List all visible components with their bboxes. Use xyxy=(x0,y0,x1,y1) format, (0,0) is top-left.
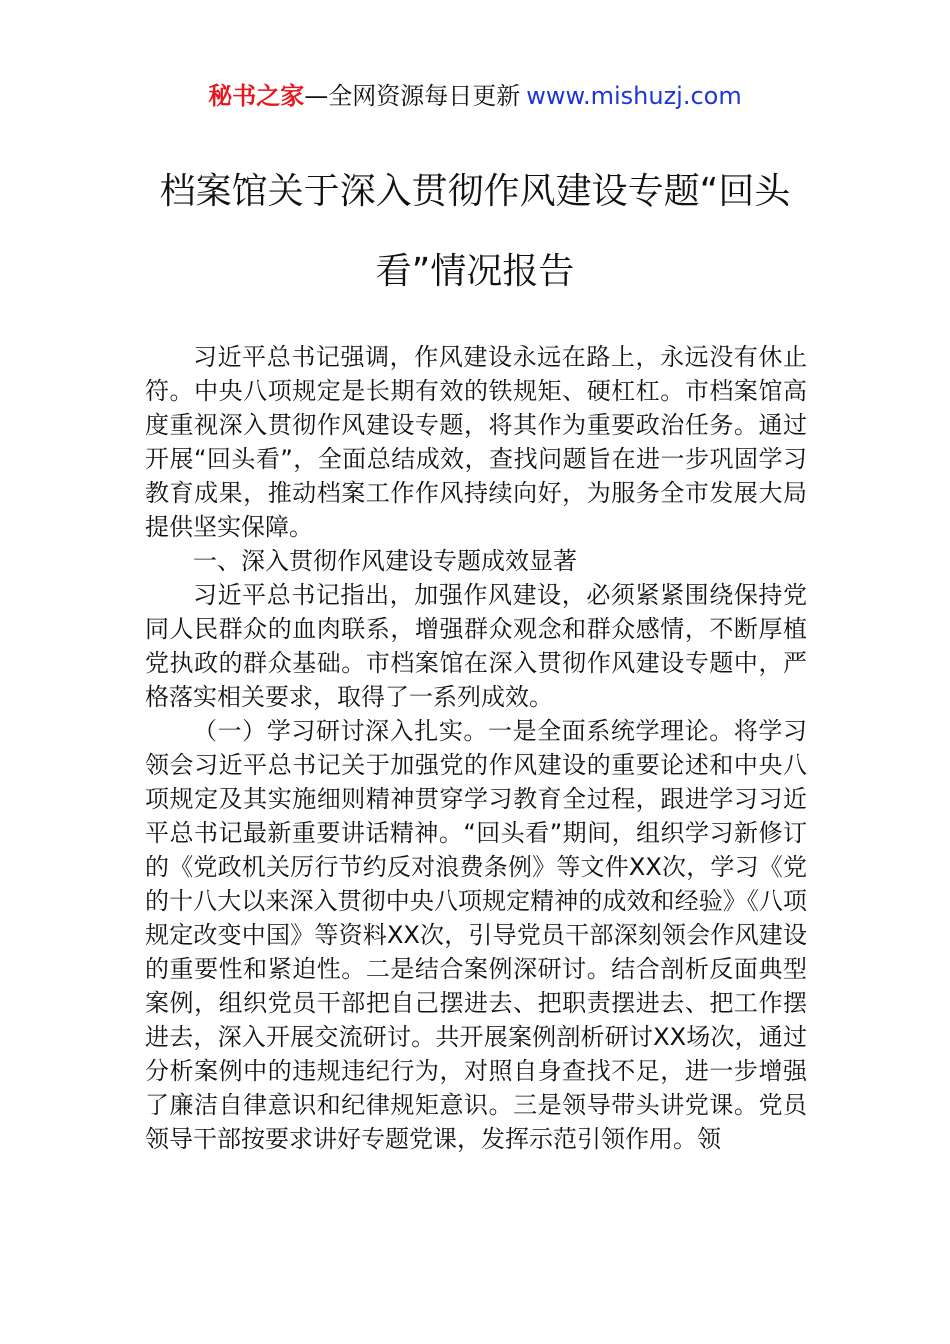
section-heading-1: 一、深入贯彻作风建设专题成效显著 xyxy=(193,547,577,575)
subsection-1-paragraph: （一）学习研讨深入扎实。一是全面系统学理论。将学习领会习近平总书记关于加强党的作风建设的重要论述和中央八项规定及其实施细则精神贯穿学习教育全过程，跟进学习习近平总书记最新重要讲话精神。“回头看”期间，组织学习新修订的《党政机关厉行节约反对浪费条例》等文件XX次，学习《党的十八大以来深入贯彻中央八项规定精神的成效和经验》《八项规定改变中国》等资料XX次，引导党员干部深刻领会作风建设的重要性和紧迫性。二是结合案例深研讨。结合剖析反面典型案例，组织党员干部把自己摆进去、把职责摆进去、把工作摆进去，深入开展交流研讨。共开展案例剖析研讨XX场次，通过分析案例中的违规违纪行为，对照自身查找不足，进一步增强了廉洁自律意识和纪律规矩意识。三是领导带头讲党课。党员领导干部按要求讲好专题党课，发挥示范引领作用。领 xyxy=(145,717,807,1153)
document-title: 档案馆关于深入贯彻作风建设专题“回头看”情况报告 xyxy=(159,171,791,292)
section-1-paragraph: 习近平总书记指出，加强作风建设，必须紧紧围绕保持党同人民群众的血肉联系，增强群众观念和群众感情，不断厚植党执政的群众基础。市档案馆在深入贯彻作风建设专题中，严格落实相关要求，取得了一系列成效。 xyxy=(145,581,807,711)
document-body xyxy=(145,340,807,1156)
brand-name: 秘书之家 xyxy=(208,82,305,110)
site-header xyxy=(0,80,950,112)
intro-paragraph: 习近平总书记强调，作风建设永远在路上，永远没有休止符。中央八项规定是长期有效的铁规矩、硬杠杠。市档案馆高度重视深入贯彻作风建设专题，将其作为重要政治任务。通过开展“回头看”，全面总结成效，查找问题旨在进一步巩固学习教育成果，推动档案工作作风持续向好，为服务全市发展大局提供坚实保障。 xyxy=(145,343,807,541)
header-dash: — xyxy=(304,82,329,110)
site-url-link[interactable]: www.mishuzj.com xyxy=(526,82,742,110)
header-tagline: 全网资源每日更新 xyxy=(328,82,521,110)
